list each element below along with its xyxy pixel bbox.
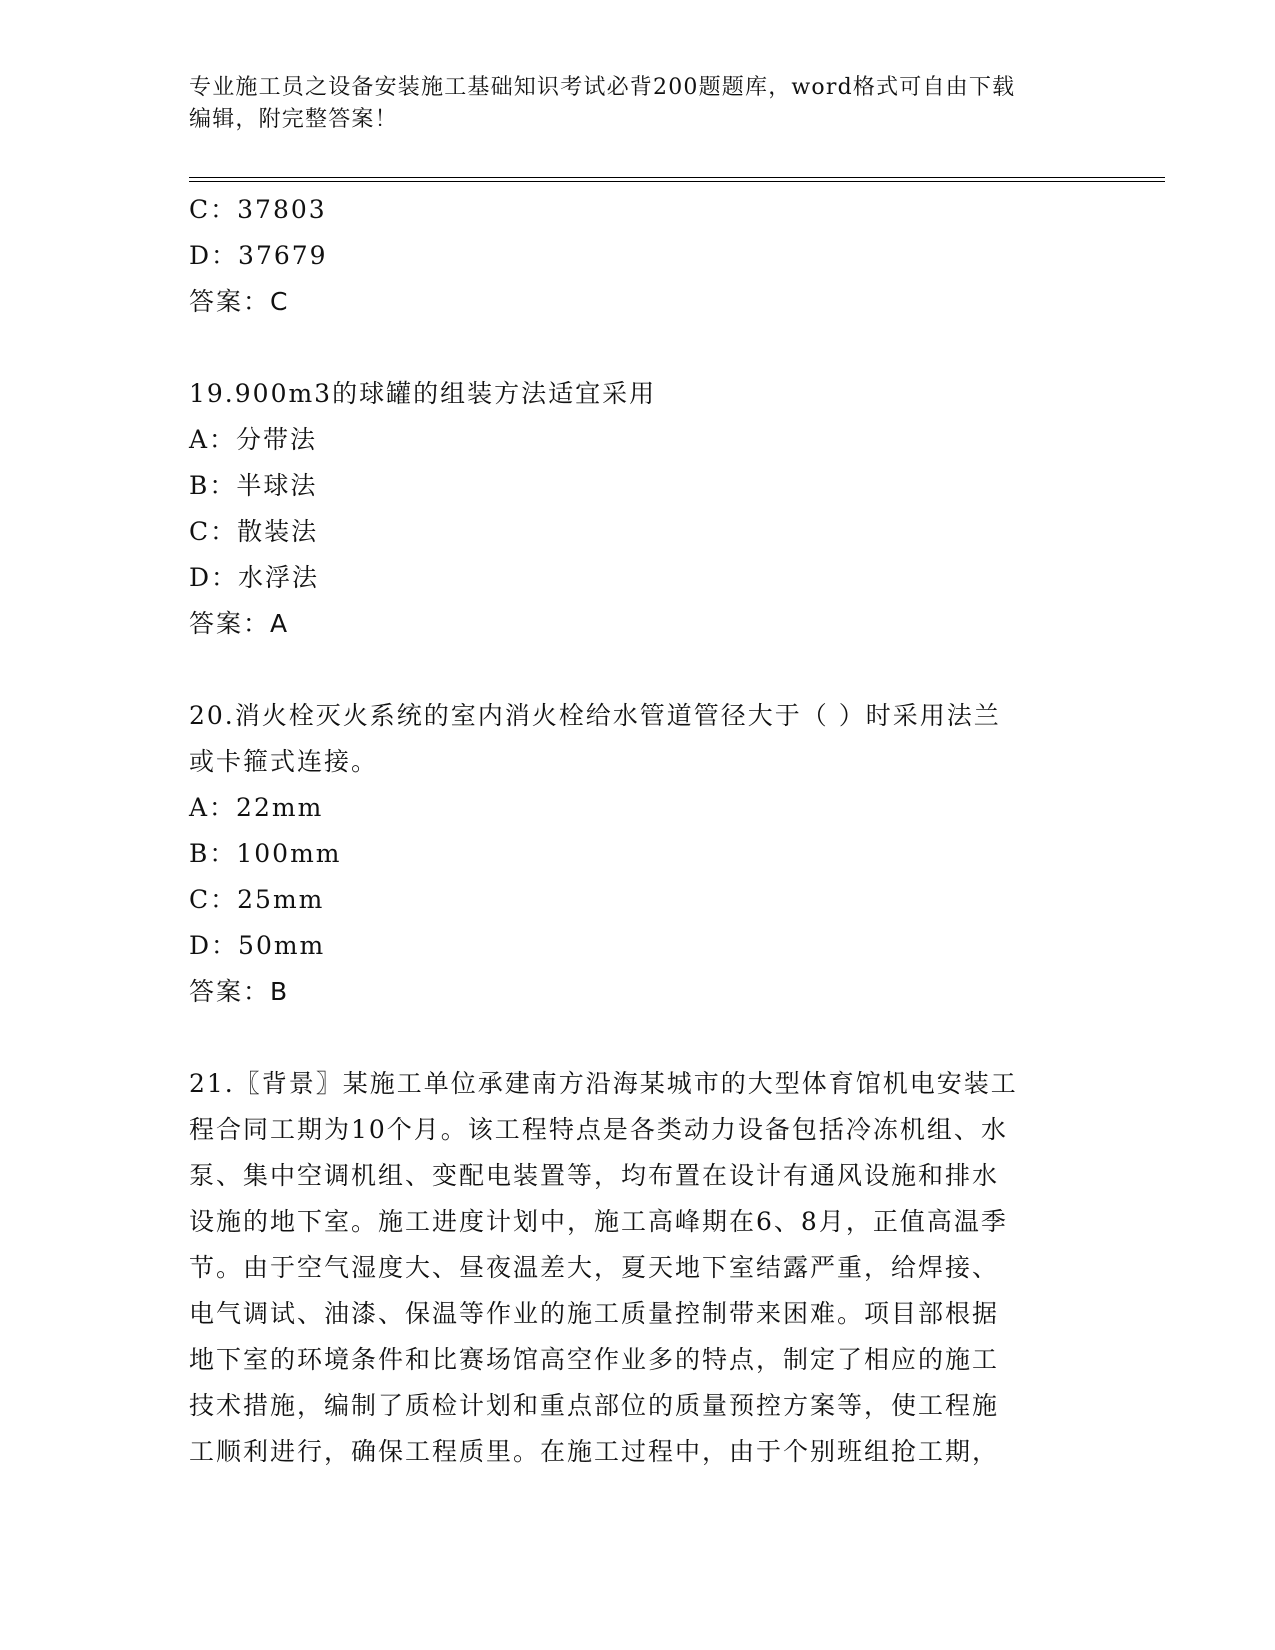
option-d: D：37679 (189, 241, 328, 270)
question-18-tail (189, 187, 1089, 325)
document-body (189, 187, 1089, 1475)
question-19 (189, 371, 1089, 647)
page-header (189, 72, 1069, 136)
answer-line: 答案：A (189, 609, 290, 638)
answer-line: 答案：C (189, 287, 290, 316)
answer-line: 答案：B (189, 977, 290, 1006)
paragraph-line: 泵、集中空调机组、变配电装置等，均布置在设计有通风设施和排水 (189, 1161, 1000, 1190)
paragraph-line: 节。由于空气湿度大、昼夜温差大，夏天地下室结露严重，给焊接、 (189, 1253, 1000, 1282)
question-stem-line-1: 20.消火栓灭火系统的室内消火栓给水管道管径大于（ ）时采用法兰 (189, 701, 1001, 730)
option-b: B：100mm (189, 839, 342, 868)
option-d: D：水浮法 (189, 563, 320, 592)
paragraph-line: 工顺利进行，确保工程质里。在施工过程中，由于个别班组抢工期， (189, 1437, 1000, 1466)
paragraph-line: 电气调试、油漆、保温等作业的施工质量控制带来困难。项目部根据 (189, 1299, 1000, 1328)
option-a: A：22mm (189, 793, 324, 822)
question-21 (189, 1061, 1089, 1475)
paragraph-line: 设施的地下室。施工进度计划中，施工高峰期在6、8月，正值高温季 (189, 1207, 1008, 1236)
paragraph-line: 地下室的环境条件和比赛场馆高空作业多的特点，制定了相应的施工 (189, 1345, 1000, 1374)
header-rule-top (189, 177, 1165, 178)
question-20 (189, 693, 1089, 1015)
paragraph-line: 技术措施，编制了质检计划和重点部位的质量预控方案等，使工程施 (189, 1391, 1000, 1420)
header-title-line-1: 专业施工员之设备安装施工基础知识考试必背200题题库，word格式可自由下载 (189, 75, 1016, 100)
option-c: C：37803 (189, 195, 327, 224)
option-b: B：半球法 (189, 471, 318, 500)
option-c: C：25mm (189, 885, 325, 914)
option-d: D：50mm (189, 931, 326, 960)
header-title-line-2: 编辑，附完整答案！ (189, 107, 398, 132)
option-a: A：分带法 (189, 425, 318, 454)
question-stem-line-2: 或卡箍式连接。 (189, 747, 379, 776)
option-c: C：散装法 (189, 517, 319, 546)
paragraph-line: 21.〖背景〗某施工单位承建南方沿海某城市的大型体育馆机电安装工 (189, 1069, 1018, 1098)
header-rule-bottom (189, 181, 1165, 182)
paragraph-line: 程合同工期为10个月。该工程特点是各类动力设备包括冷冻机组、水 (189, 1115, 1008, 1144)
question-stem: 19.900m3的球罐的组装方法适宜采用 (189, 379, 657, 408)
